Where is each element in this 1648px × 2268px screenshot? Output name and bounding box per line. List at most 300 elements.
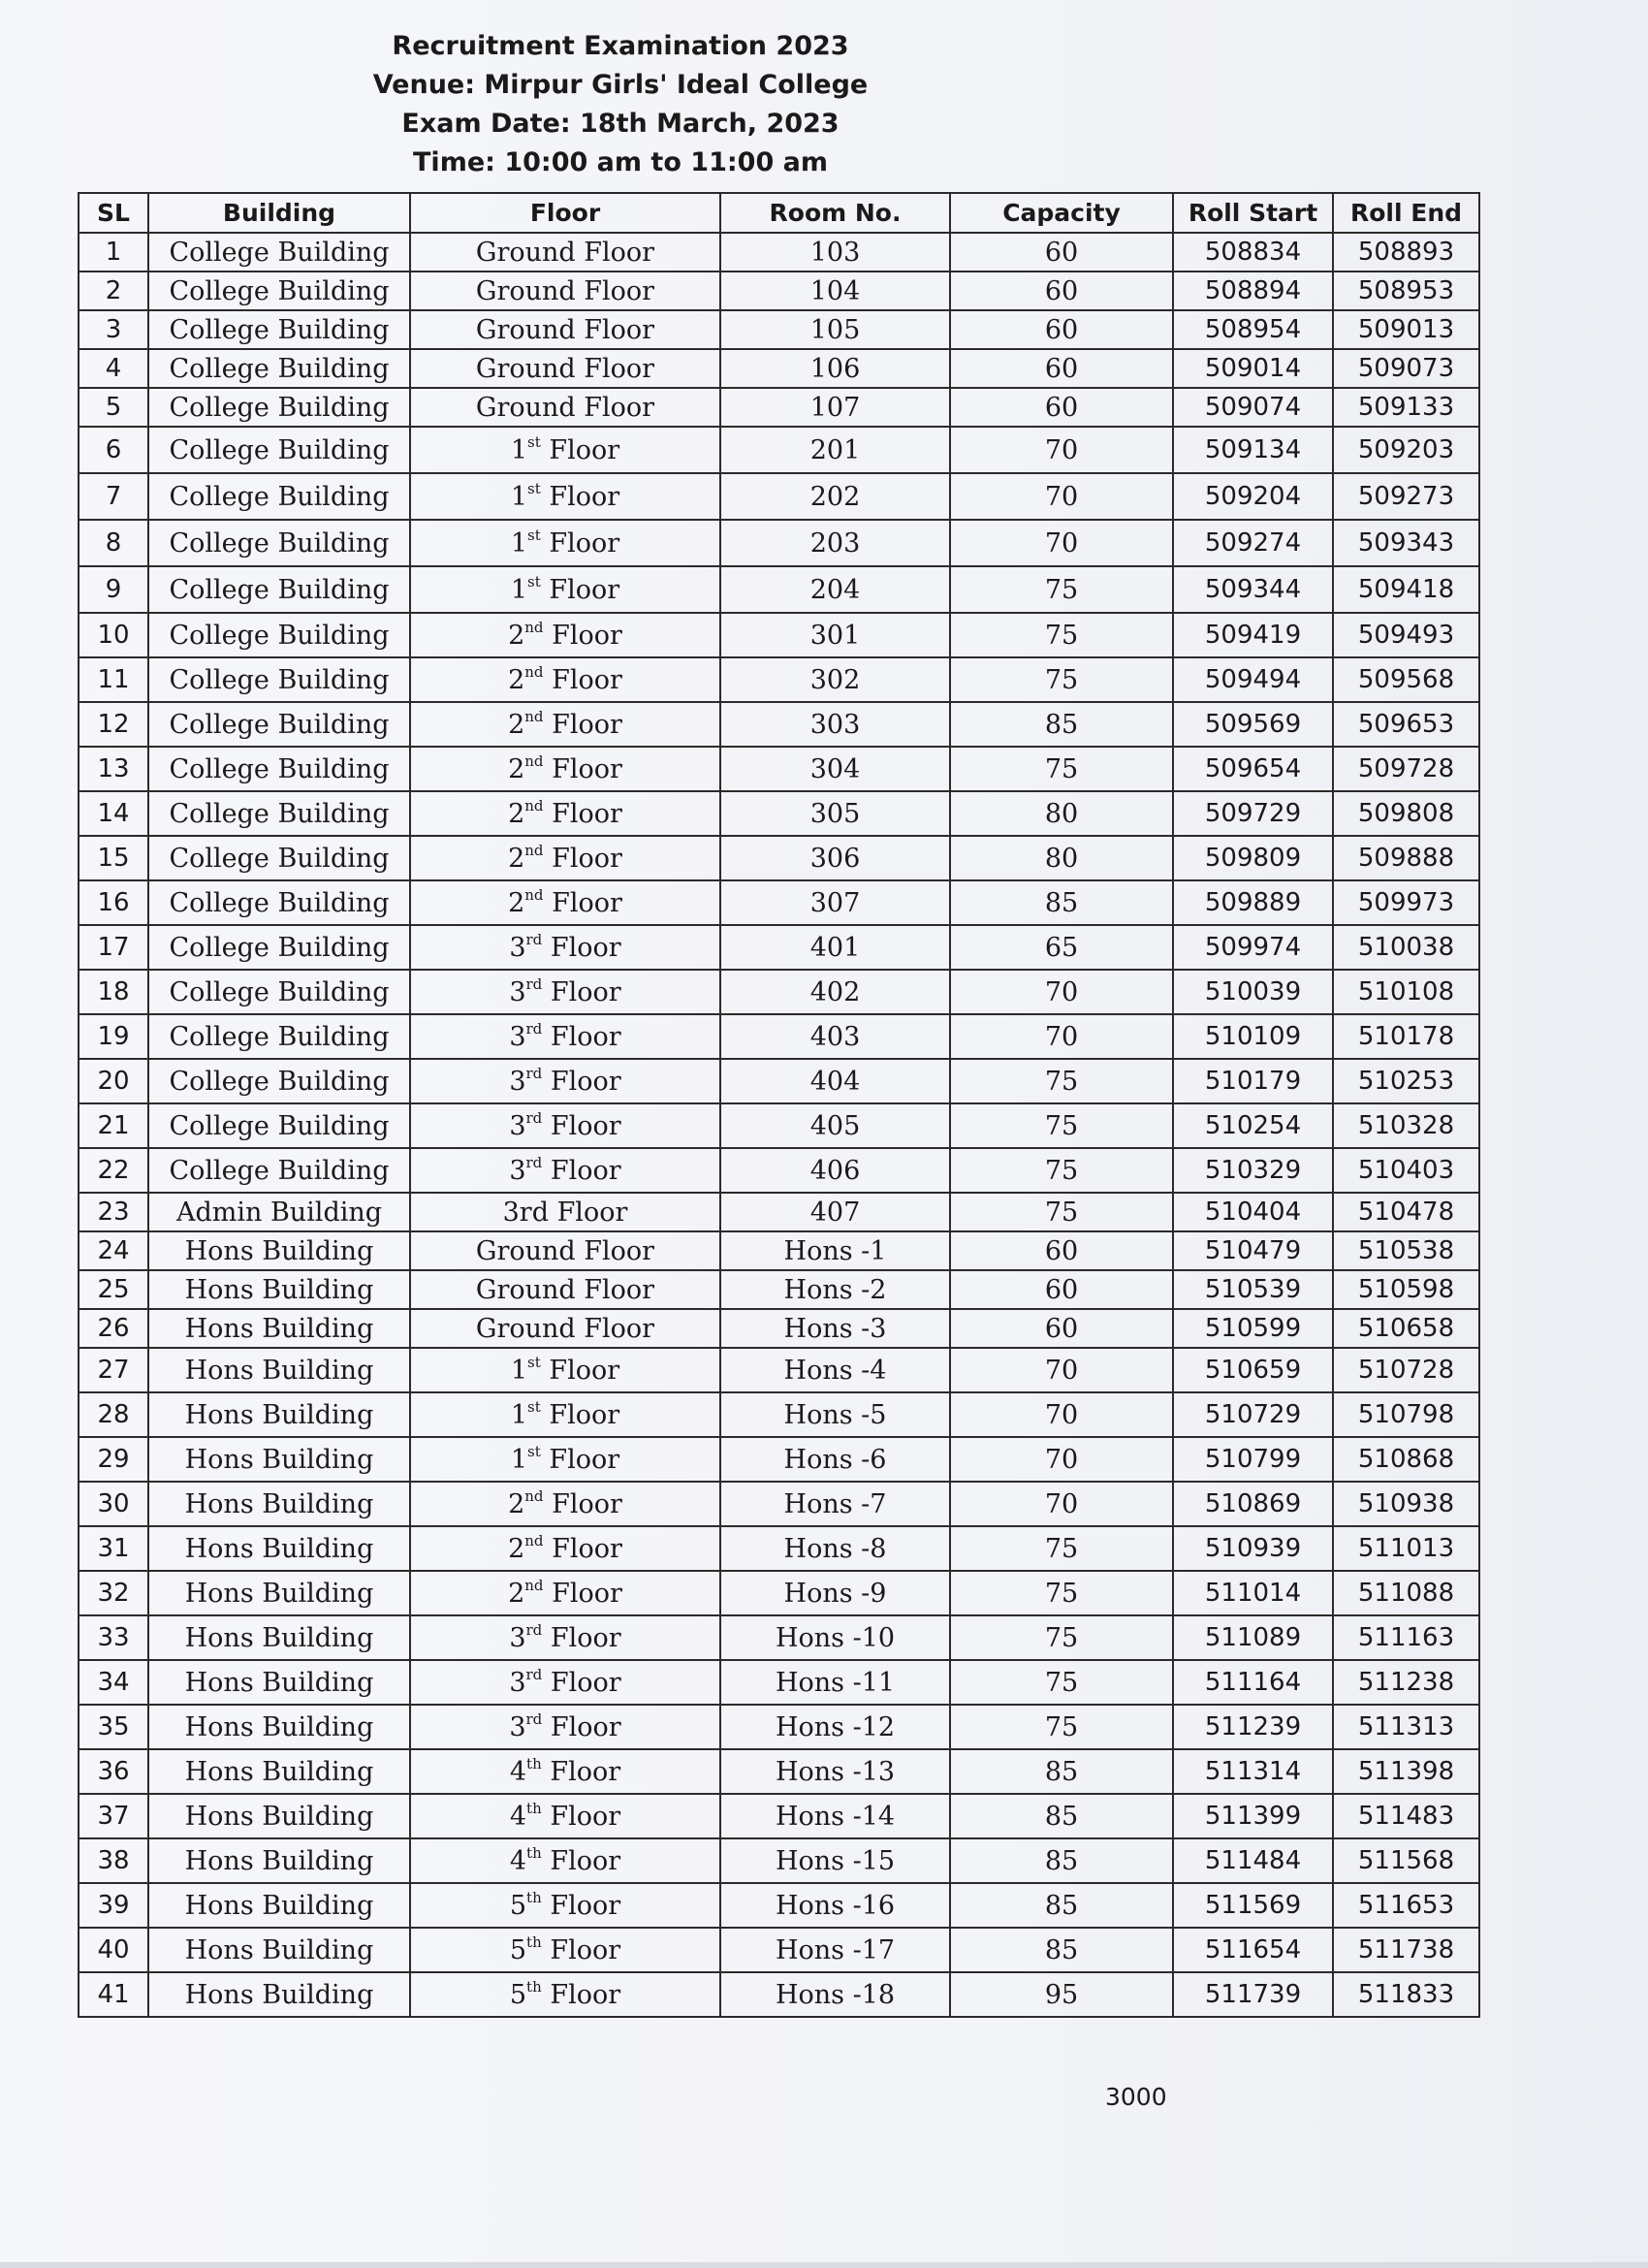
cell-room: 306 [720,836,950,880]
cell-roll-end: 509728 [1333,747,1479,791]
cell-room: 302 [720,657,950,702]
cell-roll-end: 511163 [1333,1615,1479,1660]
cell-floor: 3rd Floor [410,1193,720,1231]
cell-roll-start: 509419 [1173,613,1333,657]
cell-sl: 30 [79,1482,148,1526]
floor-ordinal-suffix: nd [524,662,544,681]
cell-capacity: 80 [950,836,1173,880]
floor-label: Floor [552,1533,622,1564]
table-row [79,1148,1479,1193]
cell-roll-start: 511164 [1173,1660,1333,1705]
cell-sl: 32 [79,1571,148,1615]
cell-building: Admin Building [148,1193,410,1231]
cell-roll-start: 509654 [1173,747,1333,791]
cell-sl: 7 [79,473,148,520]
cell-capacity: 60 [950,233,1173,272]
floor-label: Floor [552,887,622,918]
cell-floor [410,925,720,970]
cell-roll-end: 511738 [1333,1928,1479,1972]
floor-number: 2 [508,1533,525,1564]
cell-capacity: 75 [950,1615,1173,1660]
cell-roll-end: 509493 [1333,613,1479,657]
floor-label: Floor [549,1355,620,1386]
cell-room: 104 [720,272,950,310]
cell-capacity: 60 [950,1231,1173,1270]
table-row [79,747,1479,791]
cell-sl: 15 [79,836,148,880]
cell-capacity: 85 [950,1838,1173,1883]
floor-ordinal-suffix: rd [525,1064,543,1082]
table-row [79,1437,1479,1482]
cell-building: College Building [148,970,410,1014]
table-row [79,310,1479,349]
cell-roll-end: 509418 [1333,566,1479,613]
cell-roll-start: 510539 [1173,1270,1333,1309]
venue-line: Venue: Mirpur Girls' Ideal College [372,70,869,100]
cell-roll-start: 509729 [1173,791,1333,836]
cell-building: College Building [148,747,410,791]
cell-capacity: 75 [950,1059,1173,1103]
cell-sl: 24 [79,1231,148,1270]
cell-building: College Building [148,791,410,836]
exam-date-line: Exam Date: 18th March, 2023 [401,109,840,139]
cell-sl: 37 [79,1794,148,1838]
cell-sl: 40 [79,1928,148,1972]
floor-number: 2 [508,753,525,784]
floor-ordinal-suffix: nd [524,1576,544,1594]
cell-sl: 1 [79,233,148,272]
floor-ordinal-suffix: st [527,1353,541,1371]
cell-capacity: 75 [950,747,1173,791]
cell-roll-start: 509274 [1173,520,1333,566]
cell-building: College Building [148,349,410,388]
cell-room: Hons -7 [720,1482,950,1526]
cell-roll-start: 509974 [1173,925,1333,970]
table-row [79,1749,1479,1794]
cell-building: Hons Building [148,1749,410,1794]
cell-roll-end: 509013 [1333,310,1479,349]
cell-sl: 19 [79,1014,148,1059]
cell-floor: Ground Floor [410,310,720,349]
cell-floor [410,1794,720,1838]
floor-ordinal-suffix: nd [524,885,544,904]
cell-roll-start: 509344 [1173,566,1333,613]
cell-room: 103 [720,233,950,272]
floor-number: 2 [508,798,525,829]
cell-capacity: 70 [950,427,1173,473]
table-row [79,1660,1479,1705]
column-header-room: Room No. [720,193,950,233]
cell-roll-end: 511398 [1333,1749,1479,1794]
cell-floor: Ground Floor [410,1270,720,1309]
floor-ordinal-suffix: rd [525,1153,543,1171]
cell-sl: 17 [79,925,148,970]
floor-ordinal-suffix: nd [524,618,544,636]
floor-label: Floor [552,664,622,695]
cell-roll-end: 508893 [1333,233,1479,272]
cell-sl: 20 [79,1059,148,1103]
cell-room: 403 [720,1014,950,1059]
table-row [79,473,1479,520]
cell-room: Hons -10 [720,1615,950,1660]
floor-number: 1 [510,434,528,465]
floor-label: Floor [550,1934,621,1965]
table-row [79,566,1479,613]
cell-floor: Ground Floor [410,349,720,388]
floor-ordinal-suffix: th [526,1843,542,1862]
floor-ordinal-suffix: nd [524,796,544,815]
cell-capacity: 70 [950,473,1173,520]
floor-ordinal-suffix: st [527,1442,541,1460]
cell-capacity: 75 [950,1103,1173,1148]
cell-sl: 2 [79,272,148,310]
cell-roll-start: 511739 [1173,1972,1333,2017]
cell-room: 304 [720,747,950,791]
cell-capacity: 75 [950,1526,1173,1571]
cell-room: 201 [720,427,950,473]
floor-label: Floor [550,1021,621,1052]
table-row [79,1972,1479,2017]
floor-label: Floor [549,434,620,465]
cell-roll-start: 510039 [1173,970,1333,1014]
cell-capacity: 85 [950,880,1173,925]
floor-number: 4 [509,1845,527,1876]
cell-building: Hons Building [148,1482,410,1526]
cell-capacity: 60 [950,388,1173,427]
cell-roll-end: 509273 [1333,473,1479,520]
cell-roll-end: 511088 [1333,1571,1479,1615]
cell-floor: Ground Floor [410,233,720,272]
cell-capacity: 60 [950,1270,1173,1309]
cell-capacity: 75 [950,657,1173,702]
cell-sl: 18 [79,970,148,1014]
cell-building: College Building [148,566,410,613]
cell-building: College Building [148,233,410,272]
cell-room: 406 [720,1148,950,1193]
cell-roll-end: 509203 [1333,427,1479,473]
cell-floor [410,836,720,880]
table-row [79,233,1479,272]
cell-floor [410,1883,720,1928]
cell-building: College Building [148,880,410,925]
cell-capacity: 85 [950,1794,1173,1838]
cell-roll-start: 508954 [1173,310,1333,349]
cell-roll-end: 511013 [1333,1526,1479,1571]
floor-number: 3 [509,1667,526,1698]
cell-sl: 14 [79,791,148,836]
cell-room: Hons -12 [720,1705,950,1749]
cell-room: 107 [720,388,950,427]
table-row [79,1928,1479,1972]
cell-floor [410,1103,720,1148]
cell-capacity: 85 [950,702,1173,747]
floor-ordinal-suffix: rd [525,1108,543,1127]
cell-roll-start: 510869 [1173,1482,1333,1526]
cell-floor [410,1615,720,1660]
cell-roll-end: 509888 [1333,836,1479,880]
table-row [79,520,1479,566]
cell-room: Hons -5 [720,1392,950,1437]
cell-building: College Building [148,1103,410,1148]
floor-ordinal-suffix: st [527,479,541,497]
cell-capacity: 75 [950,1705,1173,1749]
table-row [79,1526,1479,1571]
cell-roll-end: 511568 [1333,1838,1479,1883]
floor-number: 2 [508,1578,525,1609]
cell-floor [410,1928,720,1972]
cell-roll-start: 511484 [1173,1838,1333,1883]
cell-roll-end: 510403 [1333,1148,1479,1193]
cell-roll-start: 510939 [1173,1526,1333,1571]
cell-sl: 8 [79,520,148,566]
cell-room: 401 [720,925,950,970]
table-header-row [79,193,1479,233]
floor-ordinal-suffix: th [526,1977,542,1996]
cell-sl: 34 [79,1660,148,1705]
cell-room: 305 [720,791,950,836]
cell-capacity: 70 [950,1392,1173,1437]
cell-building: College Building [148,473,410,520]
floor-label: Floor [549,1444,620,1475]
cell-capacity: 60 [950,349,1173,388]
floor-number: 3 [509,1711,526,1742]
floor-label: Floor [552,1488,622,1519]
cell-building: Hons Building [148,1231,410,1270]
cell-room: 105 [720,310,950,349]
cell-building: Hons Building [148,1348,410,1392]
floor-label: Floor [550,1667,621,1698]
cell-room: Hons -2 [720,1270,950,1309]
cell-capacity: 75 [950,613,1173,657]
floor-ordinal-suffix: nd [524,707,544,725]
cell-room: Hons -18 [720,1972,950,2017]
cell-sl: 9 [79,566,148,613]
floor-label: Floor [552,798,622,829]
floor-ordinal-suffix: rd [525,1709,543,1728]
cell-capacity: 70 [950,1014,1173,1059]
column-header-floor: Floor [410,193,720,233]
column-header-sl: SL [79,193,148,233]
floor-ordinal-suffix: st [527,526,541,544]
cell-sl: 25 [79,1270,148,1309]
cell-sl: 31 [79,1526,148,1571]
cell-building: College Building [148,427,410,473]
floor-label: Floor [550,976,621,1007]
cell-roll-start: 508834 [1173,233,1333,272]
column-header-capacity: Capacity [950,193,1173,233]
table-row [79,1615,1479,1660]
cell-sl: 26 [79,1309,148,1348]
cell-capacity: 95 [950,1972,1173,2017]
floor-label: Floor [550,1756,621,1787]
floor-number: 2 [508,887,525,918]
cell-capacity: 75 [950,1660,1173,1705]
cell-roll-start: 511314 [1173,1749,1333,1794]
cell-building: Hons Building [148,1571,410,1615]
table-row [79,613,1479,657]
floor-number: 1 [510,1355,528,1386]
cell-sl: 4 [79,349,148,388]
cell-roll-start: 509494 [1173,657,1333,702]
column-header-roll-end: Roll End [1333,193,1479,233]
cell-roll-end: 510798 [1333,1392,1479,1437]
cell-room: 106 [720,349,950,388]
cell-roll-end: 510598 [1333,1270,1479,1309]
cell-room: Hons -4 [720,1348,950,1392]
cell-capacity: 60 [950,272,1173,310]
table-row [79,1270,1479,1309]
cell-building: College Building [148,1059,410,1103]
cell-roll-start: 509569 [1173,702,1333,747]
cell-roll-end: 510728 [1333,1348,1479,1392]
cell-floor [410,1014,720,1059]
cell-floor [410,1482,720,1526]
cell-roll-start: 509014 [1173,349,1333,388]
cell-floor [410,1660,720,1705]
cell-sl: 12 [79,702,148,747]
floor-number: 2 [508,1488,525,1519]
floor-ordinal-suffix: nd [524,841,544,859]
floor-ordinal-suffix: th [526,1799,542,1817]
cell-sl: 41 [79,1972,148,2017]
cell-roll-end: 509653 [1333,702,1479,747]
cell-roll-start: 511239 [1173,1705,1333,1749]
cell-roll-start: 511014 [1173,1571,1333,1615]
cell-floor [410,1972,720,2017]
floor-number: 4 [509,1756,527,1787]
table-row [79,925,1479,970]
floor-number: 2 [508,709,525,740]
cell-roll-start: 510599 [1173,1309,1333,1348]
cell-room: Hons -3 [720,1309,950,1348]
cell-sl: 16 [79,880,148,925]
scan-edge [0,2262,1648,2268]
cell-floor [410,566,720,613]
cell-building: College Building [148,613,410,657]
cell-room: Hons -11 [720,1660,950,1705]
floor-label: Floor [552,620,622,651]
cell-building: College Building [148,520,410,566]
cell-floor: Ground Floor [410,388,720,427]
cell-capacity: 60 [950,310,1173,349]
cell-sl: 36 [79,1749,148,1794]
cell-sl: 23 [79,1193,148,1231]
cell-roll-start: 510799 [1173,1437,1333,1482]
cell-roll-end: 510658 [1333,1309,1479,1348]
cell-building: Hons Building [148,1928,410,1972]
table-row [79,1309,1479,1348]
floor-ordinal-suffix: st [527,1397,541,1416]
document-header [320,27,921,182]
cell-building: College Building [148,925,410,970]
cell-building: Hons Building [148,1392,410,1437]
floor-label: Floor [550,1801,621,1832]
cell-building: College Building [148,702,410,747]
floor-number: 2 [508,843,525,874]
cell-floor [410,1749,720,1794]
table-row [79,1883,1479,1928]
floor-ordinal-suffix: st [527,432,541,451]
cell-room: Hons -14 [720,1794,950,1838]
table-row [79,1392,1479,1437]
floor-number: 3 [509,1155,526,1186]
cell-floor [410,1059,720,1103]
floor-label: Floor [552,843,622,874]
cell-building: College Building [148,1014,410,1059]
cell-sl: 6 [79,427,148,473]
floor-label: Floor [549,574,620,605]
cell-building: Hons Building [148,1309,410,1348]
cell-floor [410,473,720,520]
cell-floor [410,1705,720,1749]
cell-floor [410,1348,720,1392]
cell-roll-end: 509973 [1333,880,1479,925]
cell-capacity: 75 [950,1193,1173,1231]
table-row [79,272,1479,310]
cell-sl: 27 [79,1348,148,1392]
cell-room: 303 [720,702,950,747]
cell-roll-end: 511833 [1333,1972,1479,2017]
cell-building: Hons Building [148,1838,410,1883]
cell-roll-end: 510253 [1333,1059,1479,1103]
column-header-building: Building [148,193,410,233]
cell-roll-start: 510329 [1173,1148,1333,1193]
cell-roll-start: 510109 [1173,1014,1333,1059]
cell-floor [410,970,720,1014]
cell-room: 202 [720,473,950,520]
cell-sl: 28 [79,1392,148,1437]
floor-number: 1 [510,481,528,512]
table-row [79,388,1479,427]
table-row [79,880,1479,925]
table-row [79,1838,1479,1883]
floor-ordinal-suffix: st [527,572,541,591]
cell-room: Hons -6 [720,1437,950,1482]
table-row [79,1348,1479,1392]
cell-floor [410,613,720,657]
cell-room: Hons -8 [720,1526,950,1571]
table-row [79,1193,1479,1231]
cell-room: 402 [720,970,950,1014]
cell-room: 203 [720,520,950,566]
cell-building: College Building [148,1148,410,1193]
cell-sl: 13 [79,747,148,791]
cell-building: Hons Building [148,1972,410,2017]
floor-ordinal-suffix: th [526,1888,542,1906]
floor-ordinal-suffix: rd [525,1665,543,1683]
cell-capacity: 65 [950,925,1173,970]
floor-number: 1 [510,574,528,605]
cell-roll-start: 508894 [1173,272,1333,310]
cell-room: Hons -9 [720,1571,950,1615]
cell-roll-end: 510868 [1333,1437,1479,1482]
cell-capacity: 70 [950,970,1173,1014]
cell-capacity: 70 [950,1348,1173,1392]
cell-room: Hons -1 [720,1231,950,1270]
cell-floor [410,702,720,747]
floor-label: Floor [550,1845,621,1876]
floor-ordinal-suffix: rd [525,1019,543,1038]
room-allocation-table [78,192,1480,2018]
cell-capacity: 75 [950,566,1173,613]
cell-floor [410,1571,720,1615]
floor-number: 3 [509,1622,526,1653]
table-row [79,1059,1479,1103]
floor-ordinal-suffix: rd [525,974,543,993]
floor-ordinal-suffix: nd [524,1531,544,1549]
cell-roll-start: 510404 [1173,1193,1333,1231]
cell-room: Hons -15 [720,1838,950,1883]
